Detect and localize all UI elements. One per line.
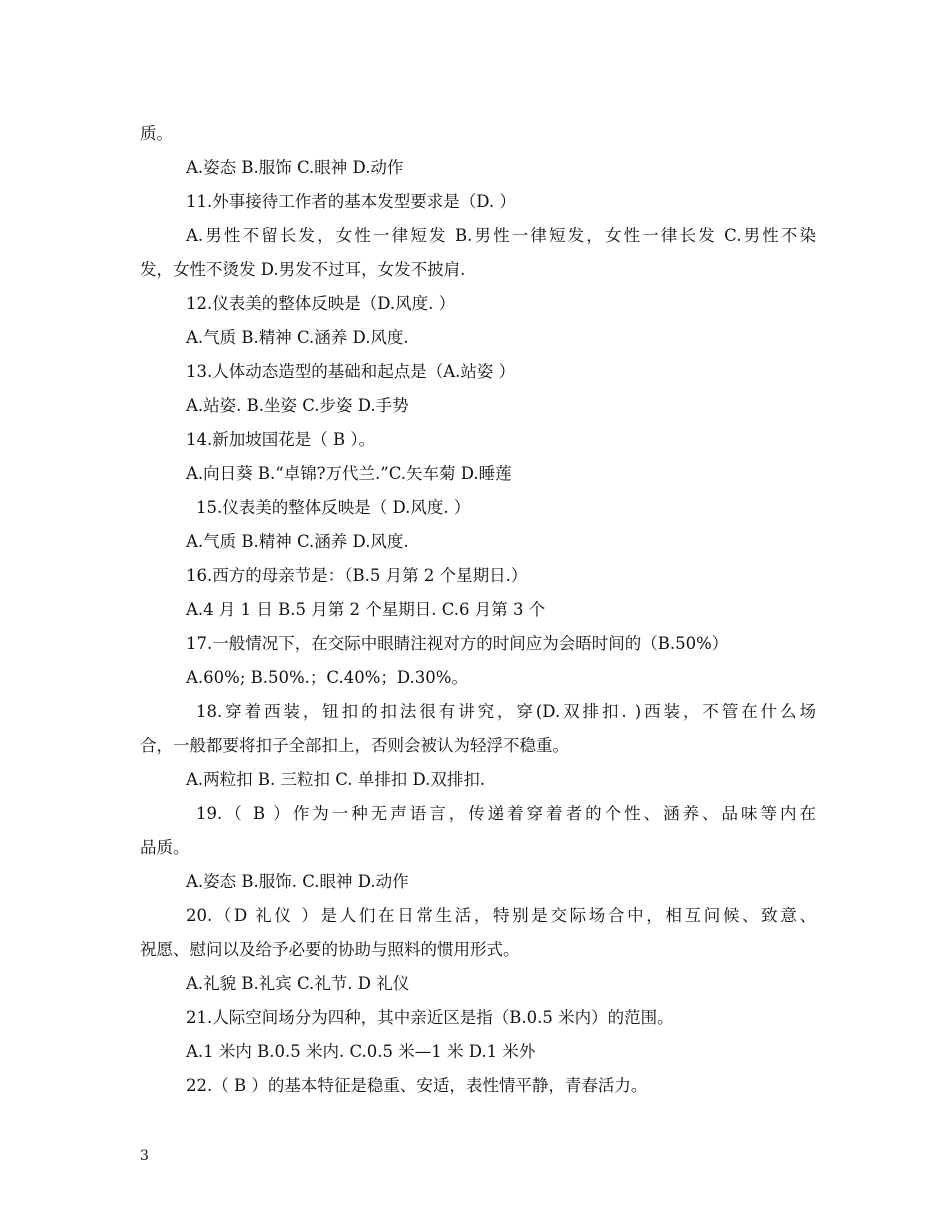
options-line-19: A.姿态 B.服饰. C.眼神 D.动作 [186,872,409,891]
options-line-21: A.1 米内 B.0.5 米内. C.0.5 米—1 米 D.1 米外 [186,1042,536,1061]
document-body [140,117,816,1103]
options-line-20: A.礼貌 B.礼宾 C.礼节. D 礼仪 [186,974,410,993]
options-line-11b: 发，女性不烫发 D.男发不过耳，女发不披肩. [140,260,466,279]
question-14: 14.新加坡国花是（ B ）。 [186,430,376,449]
options-line-12: A.气质 B.精神 C.涵养 D.风度. [186,328,409,347]
question-22: 22.（ B ）的基本特征是稳重、安适，表性情平静，青春活力。 [186,1076,648,1095]
options-line-18: A.两粒扣 B. 三粒扣 C. 单排扣 D.双排扣. [186,770,486,789]
text-line-continuation: 质。 [140,124,173,143]
page-number: 3 [140,1148,149,1164]
question-13: 13.人体动态造型的基础和起点是（A.站姿 ） [186,362,516,381]
options-line-17: A.60%; B.50%.；C.40%；D.30%。 [186,668,468,687]
question-12: 12.仪表美的整体反映是（D.风度. ） [186,294,456,313]
options-line-15: A.气质 B.精神 C.涵养 D.风度. [186,532,409,551]
question-21: 21.人际空间场分为四种，其中亲近区是指（B.0.5 米内）的范围。 [186,1008,674,1027]
options-line-14: A.向日葵 B.“卓锦?万代兰.”C.矢车菊 D.睡莲 [186,464,512,483]
question-17: 17.一般情况下，在交际中眼睛注视对方的时间应为会晤时间的（B.50%） [186,634,729,653]
question-18b: 合，一般都要将扣子全部扣上，否则会被认为轻浮不稳重。 [140,736,569,755]
question-18a: 18.穿着西装，钮扣的扣法很有讲究，穿(D.双排扣. )西装，不管在什么场 [196,702,816,721]
options-line: A.姿态 B.服饰 C.眼神 D.动作 [186,158,404,177]
question-11: 11.外事接待工作者的基本发型要求是（D. ） [186,192,516,211]
options-line-16: A.4 月 1 日 B.5 月第 2 个星期日. C.6 月第 3 个 [186,600,546,619]
question-19b: 品质。 [140,838,190,857]
options-line-13: A.站姿. B.坐姿 C.步姿 D.手势 [186,396,409,415]
question-16: 16.西方的母亲节是：（B.5 月第 2 个星期日.） [186,566,528,585]
options-line-11a: A.男性不留长发，女性一律短发 B.男性一律短发，女性一律长发 C.男性不染 [186,226,816,245]
question-20a: 20.（D 礼仪 ）是人们在日常生活，特别是交际场合中，相互问候、致意、 [186,906,816,925]
question-15: 15.仪表美的整体反映是（ D.风度. ） [196,498,471,517]
question-20b: 祝愿、慰问以及给予必要的协助与照料的惯用形式。 [140,940,520,959]
question-19a: 19.（ B ）作为一种无声语言，传递着穿着者的个性、涵养、品味等内在 [196,804,816,823]
